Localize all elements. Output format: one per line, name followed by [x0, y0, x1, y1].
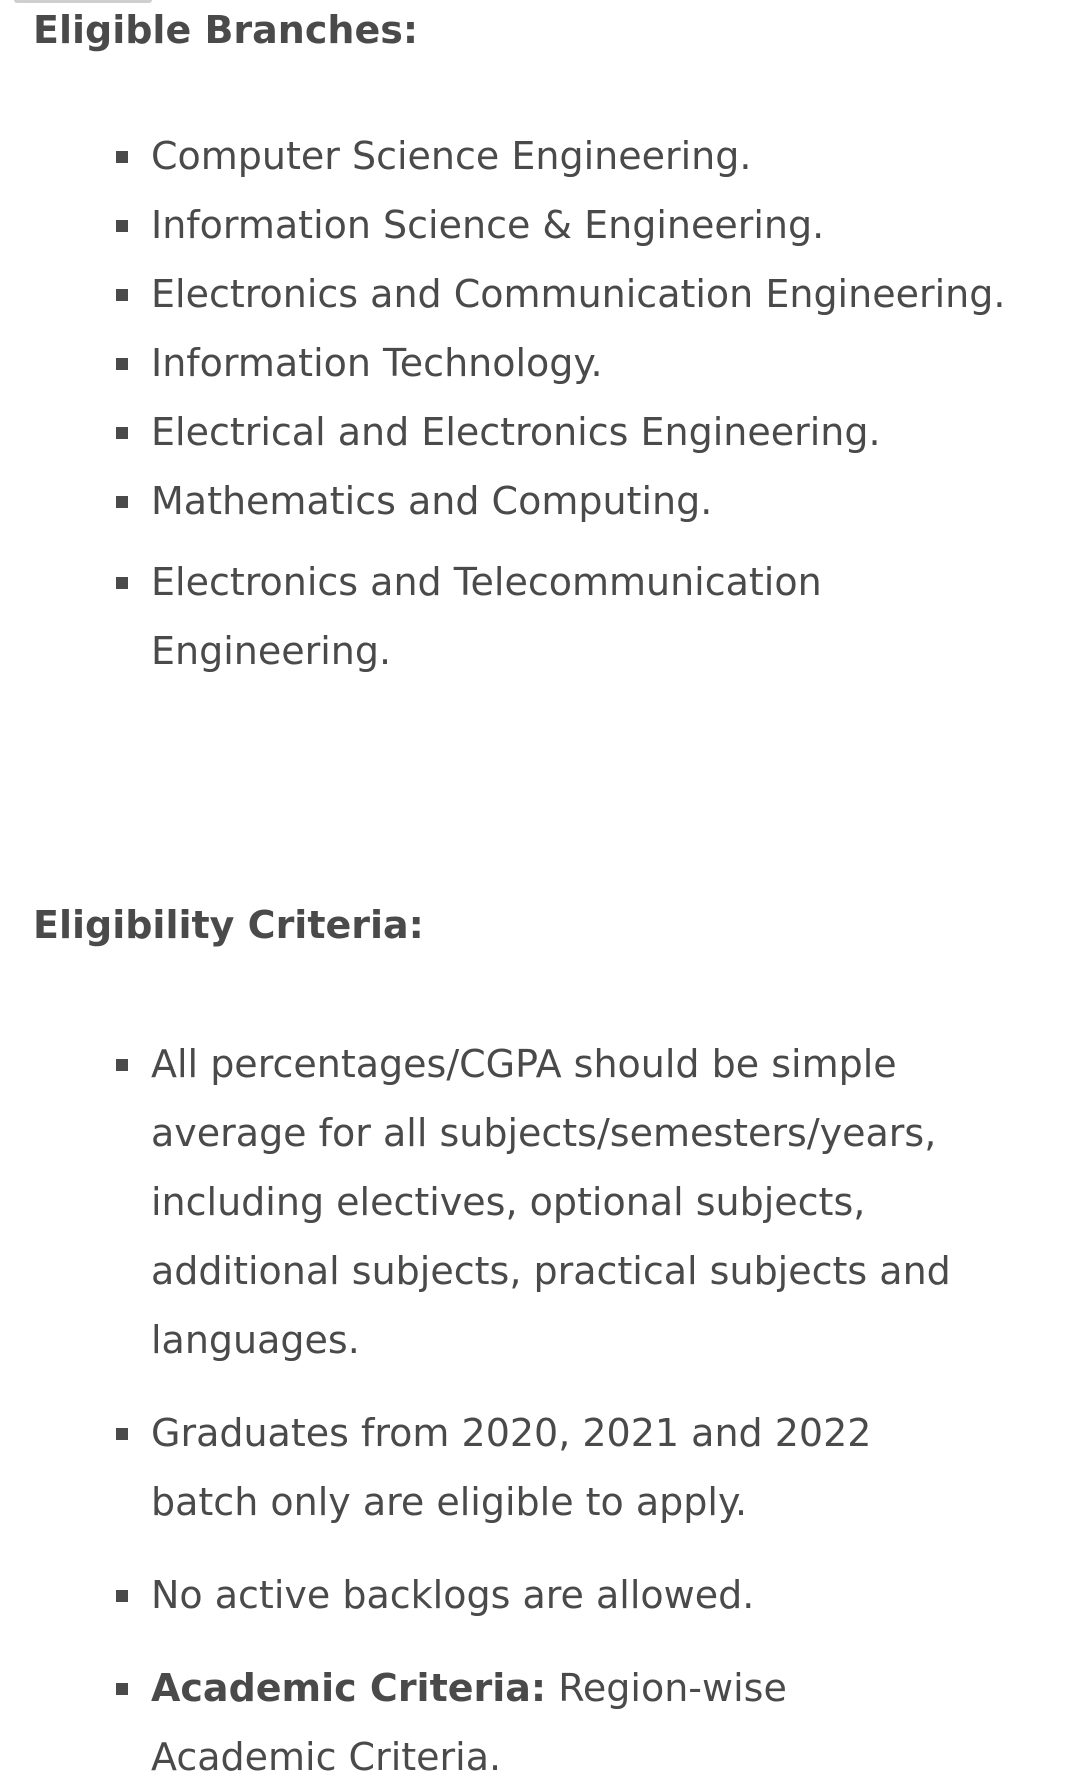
branch-label: Mathematics and Computing. [151, 479, 713, 523]
branch-label: Electronics and Communication Engineering. [151, 272, 1006, 316]
list-item [33, 410, 1033, 455]
square-bullet-icon [116, 151, 128, 163]
list-item [33, 1561, 1033, 1630]
square-bullet-icon [116, 289, 128, 301]
branch-label: Electronics and Telecommunication Engineering. [151, 560, 822, 673]
list-item [33, 134, 1033, 179]
branch-label: Information Technology. [151, 341, 603, 385]
branch-label: Computer Science Engineering. [151, 134, 752, 178]
criteria-text: All percentages/CGPA should be simple average for all subjects/semesters/years, including electives, optional subjects, additional subjects, practical subjects and languages. [151, 1042, 951, 1362]
square-bullet-icon [116, 496, 128, 508]
square-bullet-icon [116, 1059, 128, 1071]
branch-label: Electrical and Electronics Engineering. [151, 410, 881, 454]
square-bullet-icon [116, 577, 128, 589]
square-bullet-icon [116, 358, 128, 370]
list-item [33, 203, 1033, 248]
square-bullet-icon [116, 427, 128, 439]
criteria-lead: Academic Criteria: [151, 1666, 547, 1710]
list-item [33, 1654, 1033, 1792]
square-bullet-icon [116, 1590, 128, 1602]
eligible-branches-heading: Eligible Branches: [33, 8, 419, 52]
list-item [33, 479, 1033, 524]
square-bullet-icon [116, 220, 128, 232]
top-divider [14, 0, 152, 3]
list-item [33, 272, 1033, 317]
branch-label: Information Science & Engineering. [151, 203, 825, 247]
list-item [33, 548, 1033, 686]
criteria-text: Region-wise Academic Criteria. [151, 1666, 787, 1779]
eligibility-criteria-heading: Eligibility Criteria: [33, 903, 424, 947]
square-bullet-icon [116, 1428, 128, 1440]
list-item [33, 1030, 1033, 1375]
eligible-branches-list [33, 134, 1033, 686]
eligibility-criteria-list [33, 1030, 1033, 1792]
list-item [33, 1399, 1033, 1537]
criteria-text: No active backlogs are allowed. [151, 1573, 755, 1617]
criteria-text: Graduates from 2020, 2021 and 2022 batch only are eligible to apply. [151, 1411, 872, 1524]
square-bullet-icon [116, 1683, 128, 1695]
list-item [33, 341, 1033, 386]
